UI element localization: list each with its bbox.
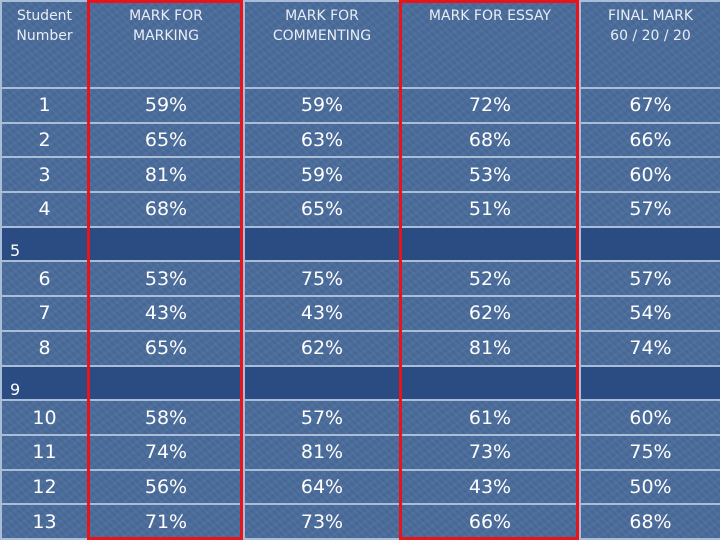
table-row [1,366,720,401]
table-header-row [1,1,720,88]
cell-student: 13 [1,504,88,539]
cell-commenting: 75% [244,261,400,296]
cell-commenting: 81% [244,435,400,470]
cell-commenting: 59% [244,88,400,123]
cell-student: 9 [1,366,88,401]
cell-final: 67% [580,88,720,123]
table-row [1,470,720,505]
table-row [1,504,720,539]
cell-marking: 71% [88,504,244,539]
cell-essay: 62% [400,296,580,331]
cell-marking: 68% [88,192,244,227]
table-row [1,400,720,435]
cell-student: 12 [1,470,88,505]
table-row [1,88,720,123]
cell-marking: 81% [88,157,244,192]
table-row [1,331,720,366]
table-row [1,192,720,227]
table-row [1,435,720,470]
header-text: FINAL MARK [607,8,694,24]
cell-marking: 56% [88,470,244,505]
header-mark-for-essay [400,1,580,88]
cell-essay: 68% [400,123,580,158]
cell-essay: 66% [400,504,580,539]
header-text: 60 / 20 / 20 [610,28,691,44]
cell-marking: 53% [88,261,244,296]
cell-commenting: 64% [244,470,400,505]
cell-student: 3 [1,157,88,192]
table-body [1,88,720,539]
cell-marking [88,227,244,262]
cell-essay: 61% [400,400,580,435]
cell-final: 66% [580,123,720,158]
table-row [1,157,720,192]
cell-student: 5 [1,227,88,262]
cell-marking: 59% [88,88,244,123]
cell-commenting: 63% [244,123,400,158]
header-mark-for-commenting [244,1,400,88]
cell-final: 50% [580,470,720,505]
cell-essay: 81% [400,331,580,366]
cell-essay: 43% [400,470,580,505]
cell-student: 6 [1,261,88,296]
cell-final: 60% [580,157,720,192]
cell-commenting [244,227,400,262]
header-text: MARK FOR [285,8,359,24]
header-text: Student [16,8,73,24]
cell-commenting: 73% [244,504,400,539]
table-row [1,296,720,331]
header-text: MARK FOR [129,8,203,24]
cell-student: 11 [1,435,88,470]
cell-marking: 74% [88,435,244,470]
cell-essay: 53% [400,157,580,192]
header-text: Number [16,28,73,44]
cell-student: 2 [1,123,88,158]
cell-essay: 72% [400,88,580,123]
cell-essay [400,227,580,262]
table-row [1,123,720,158]
cell-marking: 65% [88,331,244,366]
cell-final: 75% [580,435,720,470]
cell-essay [400,366,580,401]
cell-marking: 65% [88,123,244,158]
header-mark-for-marking [88,1,244,88]
cell-commenting: 59% [244,157,400,192]
cell-student: 1 [1,88,88,123]
header-text: MARKING [132,28,199,44]
table-row [1,227,720,262]
cell-final [580,366,720,401]
cell-commenting [244,366,400,401]
cell-marking [88,366,244,401]
cell-essay: 52% [400,261,580,296]
cell-essay: 73% [400,435,580,470]
cell-student: 10 [1,400,88,435]
cell-essay: 51% [400,192,580,227]
cell-commenting: 57% [244,400,400,435]
cell-final: 57% [580,261,720,296]
cell-student: 7 [1,296,88,331]
header-text: MARK FOR ESSAY [428,8,552,24]
table-row [1,261,720,296]
cell-final: 68% [580,504,720,539]
cell-marking: 43% [88,296,244,331]
cell-student: 4 [1,192,88,227]
cell-final [580,227,720,262]
cell-commenting: 62% [244,331,400,366]
cell-final: 60% [580,400,720,435]
cell-final: 57% [580,192,720,227]
cell-marking: 58% [88,400,244,435]
header-student-number [1,1,88,88]
cell-final: 54% [580,296,720,331]
cell-commenting: 43% [244,296,400,331]
cell-final: 74% [580,331,720,366]
header-text: COMMENTING [272,28,372,44]
header-final-mark [580,1,720,88]
cell-student: 8 [1,331,88,366]
cell-commenting: 65% [244,192,400,227]
